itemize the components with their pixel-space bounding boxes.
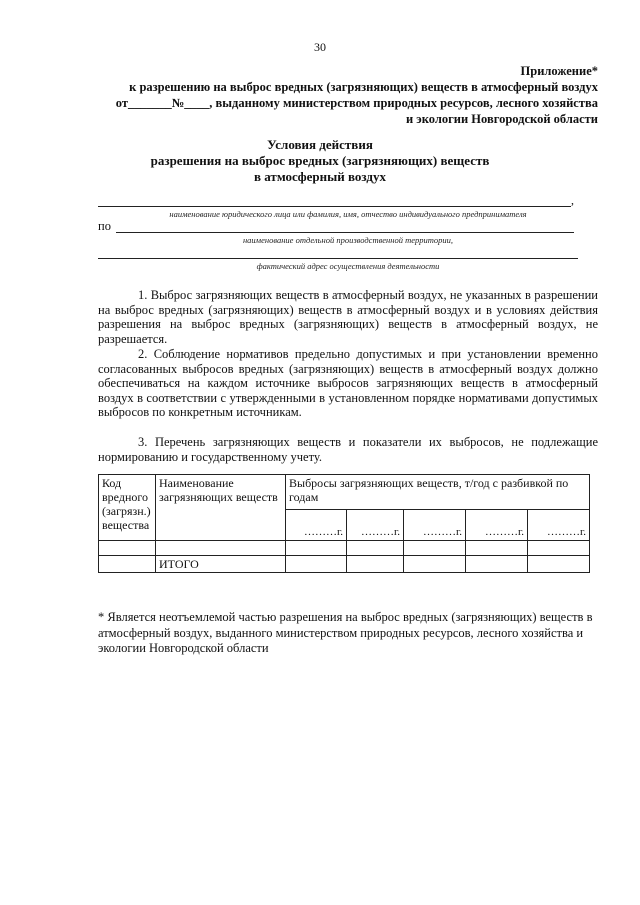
table-cell[interactable]: [466, 541, 528, 556]
header-emissions: Выбросы загрязняющих веществ, т/год с разбивкой по годам: [286, 475, 590, 510]
year-cell: ………г.: [404, 510, 466, 541]
paragraph-1: 1. Выброс загрязняющих веществ в атмосферный воздух, не указанных в разрешении на выброс вредных (загрязняющих) веществ в атмосферный воздух и в условиях действия разрешения на выброс вредных (загрязняющих) веществ в атмосферный воздух, не разрешается.: [98, 288, 598, 346]
table-cell[interactable]: [286, 541, 347, 556]
table-cell[interactable]: [156, 541, 286, 556]
conditions-line2: разрешения на выброс вредных (загрязняющих) веществ: [150, 153, 490, 168]
table-cell[interactable]: [528, 556, 590, 573]
po-label: по: [98, 219, 111, 233]
paragraph-2: 2. Соблюдение нормативов предельно допустимых и при установлении временно согласованных выбросов вредных (загрязняющих) веществ в атмосферный воздух должно обеспечиваться на каждом источнике выбросов загрязняющих веществ в атмосферный воздух в соответствии с утвержденными в установленном порядке нормативами допустимых выбросов по конкретным источникам.: [98, 347, 598, 420]
conditions-title: [0, 137, 640, 185]
table-cell[interactable]: [99, 556, 156, 573]
conditions-line1: Условия действия: [267, 137, 373, 152]
appendix-line2: от_______№____, выданному министерством природных ресурсов, лесного хозяйства: [115, 96, 598, 110]
entity-comma: ,: [571, 193, 574, 207]
table-cell[interactable]: [404, 541, 466, 556]
entity-name-line[interactable]: [98, 192, 571, 207]
table-cell[interactable]: [466, 556, 528, 573]
appendix-line3: и экологии Новгородской области: [405, 112, 598, 126]
appendix-title: Приложение*: [520, 64, 598, 78]
year-cell: ………г.: [528, 510, 590, 541]
header-code: Код вредного (загрязн.) вещества: [99, 475, 156, 541]
territory-caption: наименование отдельной производственной территории,: [242, 235, 454, 245]
appendix-header: [78, 63, 598, 127]
year-cell: ………г.: [466, 510, 528, 541]
conditions-line3: в атмосферный воздух: [254, 169, 386, 184]
emissions-table: [98, 474, 590, 573]
address-caption: фактический адрес осуществления деятельности: [256, 261, 440, 271]
table-total-row: [99, 556, 590, 573]
territory-line[interactable]: [116, 220, 574, 233]
page-number: 30: [314, 40, 326, 54]
header-name: Наименование загрязняющих веществ: [156, 475, 286, 541]
address-line[interactable]: [98, 246, 578, 259]
year-cell: ………г.: [347, 510, 404, 541]
table-cell[interactable]: [347, 556, 404, 573]
table-cell[interactable]: [286, 556, 347, 573]
table-cell[interactable]: [404, 556, 466, 573]
table-cell[interactable]: [99, 541, 156, 556]
appendix-line1: к разрешению на выброс вредных (загрязняющих) веществ в атмосферный воздух: [129, 80, 598, 94]
table-cell[interactable]: [528, 541, 590, 556]
paragraph-3: 3. Перечень загрязняющих веществ и показатели их выбросов, не подлежащие нормированию и государственному учету.: [98, 435, 598, 464]
total-label: ИТОГО: [156, 556, 286, 573]
table-cell[interactable]: [347, 541, 404, 556]
footnote: * Является неотъемлемой частью разрешения на выброс вредных (загрязняющих) веществ в атмосферный воздух, выданного министерством природных ресурсов, лесного хозяйства и экологии Новгородской области: [98, 610, 593, 655]
table-row: [99, 541, 590, 556]
entity-name-caption: наименование юридического лица или фамилия, имя, отчество индивидуального предпринимателя: [169, 209, 527, 219]
year-cell: ………г.: [286, 510, 347, 541]
